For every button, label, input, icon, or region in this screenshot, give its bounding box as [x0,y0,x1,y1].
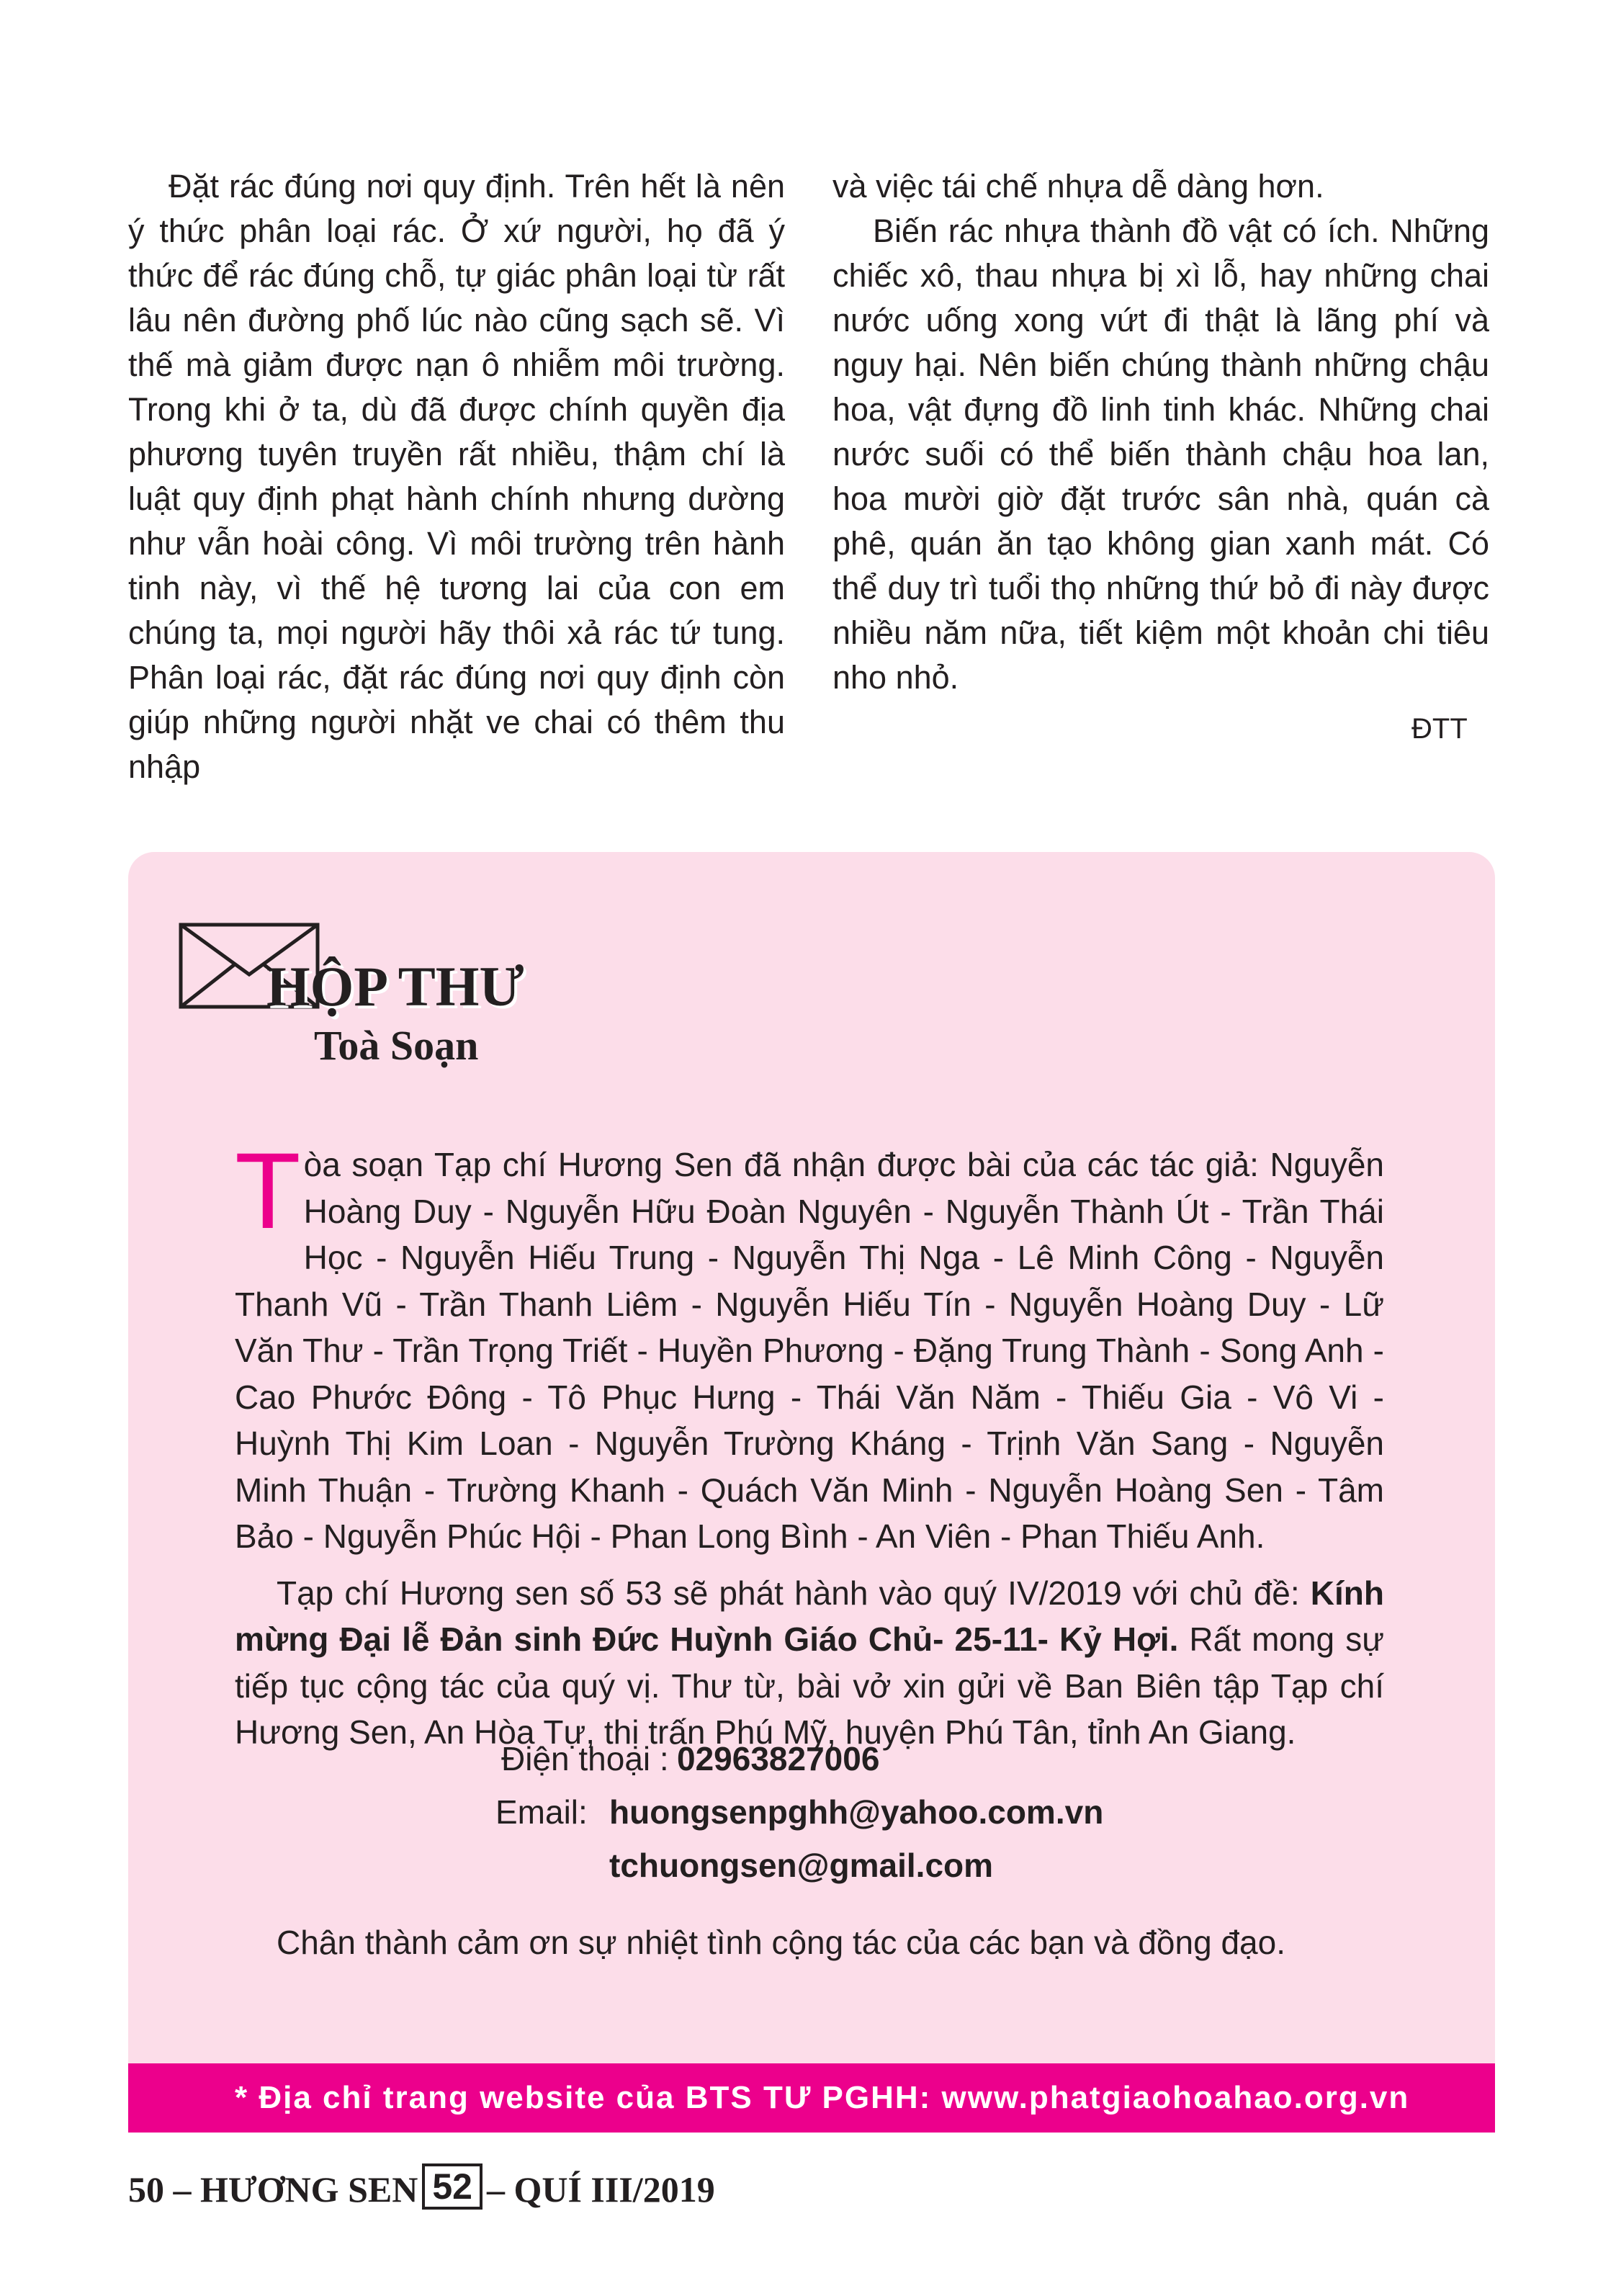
article-paragraph-continuation: và việc tái chế nhựa dễ dàng hơn. [832,168,1324,205]
phone-label: Điện thoại : [501,1740,669,1777]
article-paragraph: Biến rác nhựa thành đồ vật có ích. Những chiếc xô, thau nhựa bị xì lỗ, hay những chai nước uống xong vứt đi thật là lãng phí và nguy hại. Nên biến chúng thành những chậu hoa, vật đựng đồ linh tinh khác. Những chai nước suối có thể biến thành chậu hoa lan, hoa mười giờ đặt trước sân nhà, quán cà phê, quán ăn tạo không gian xanh mát. Có thể duy trì tuổi thọ những thứ bỏ đi này được nhiều năm nữa, tiết kiệm một khoản chi tiêu nho nhỏ. [832,212,1489,696]
announcement-paragraph [235,1570,1384,1756]
website-banner-text: * Địa chỉ trang website của BTS TƯ PGHH: www.phatgiaohoahao.org.vn [235,2080,1410,2115]
mailbox-subtitle: Toà Soạn [314,1022,479,1069]
issue-period: – QUÍ III/2019 [486,2169,715,2210]
mailbox-body [235,1130,1384,1756]
announcement-text: Tạp chí Hương sen số 53 sẽ phát hành vào quý IV/2019 với chủ đề: [277,1574,1311,1612]
email-label: Email: [495,1793,588,1831]
page-footer [128,2161,715,2218]
page-number: 50 [128,2169,164,2210]
email-address-1: huongsenpghh@yahoo.com.vn [609,1793,1104,1831]
announcement-text-after: Rất mong sự tiếp tục cộng tác của quý vị. Thư từ, bài vở xin gửi về Ban Biên tập Tạp chí Hương Sen, An Hòa Tự, thị trấn Phú Mỹ, huyện Phú Tân, tỉnh An Giang. [235,1620,1384,1751]
mailbox-title: HỘP THƯ [266,955,524,1018]
authors-list-text: òa soạn Tạp chí Hương Sen đã nhận được bài của các tác giả: Nguyễn Hoàng Duy - Nguyễn Hữu Đoàn Nguyên - Nguyễn Thành Út - Trần Thái Học - Nguyễn Hiếu Trung - Nguyễn Thị Nga - Lê Minh Công - Nguyễn Thanh Vũ - Trần Thanh Liêm - Nguyễn Hiếu Tín - Nguyễn Hoàng Duy - Lữ Văn Thư - Trần Trọng Triết - Huyền Phương - Đặng Trung Thành - Song Anh - Cao Phước Đông - Tô Phục Hưng - Thái Văn Năm - Thiếu Gia - Vô Vi - Huỳnh Thị Kim Loan - Nguyễn Trường Kháng - Trịnh Văn Sang - Nguyễn Minh Thuận - Trường Khanh - Quách Văn Minh - Nguyễn Hoàng Sen - Tâm Bảo - Nguyễn Phúc Hội - Phan Long Bình - An Viên - Phan Thiếu Anh. [235,1146,1384,1555]
authors-paragraph [235,1130,1384,1560]
phone-number: 02963827006 [677,1740,880,1777]
article-column-left [128,164,785,789]
drop-cap: T [235,1130,301,1251]
magazine-name: – HƯƠNG SEN [173,2169,418,2210]
article-signature: ĐTT [1411,713,1468,745]
article-column-right [832,164,1489,700]
email-address-2: tchuongsen@gmail.com [609,1847,994,1884]
website-banner [128,2063,1495,2133]
article-paragraph: Đặt rác đúng nơi quy định. Trên hết là nên ý thức phân loại rác. Ở xứ người, họ đã ý thức để rác đúng chỗ, tự giác phân loại từ rất lâu nên đường phố lúc nào cũng sạch sẽ. Vì thế mà giảm được nạn ô nhiễm môi trường. Trong khi ở ta, dù đã được chính quyền địa phương tuyên truyền rất nhiều, thậm chí là luật quy định phạt hành chính nhưng dường như vẫn hoài công. Vì môi trường trên hành tinh này, vì thế hệ tương lai của con em chúng ta, mọi người hãy thôi xả rác tứ tung. Phân loại rác, đặt rác đúng nơi quy định còn giúp những người nhặt ve chai có thêm thu nhập [128,168,785,785]
thanks-line: Chân thành cảm ơn sự nhiệt tình cộng tác của các bạn và đồng đạo. [277,1924,1285,1961]
announcement-theme: Kính mừng Đại lễ Đản sinh Đức Huỳnh Giáo Chủ- 25-11- Kỷ Hợi. [235,1574,1384,1658]
issue-number: 52 [422,2163,482,2210]
mailbox-section [128,852,1495,2133]
